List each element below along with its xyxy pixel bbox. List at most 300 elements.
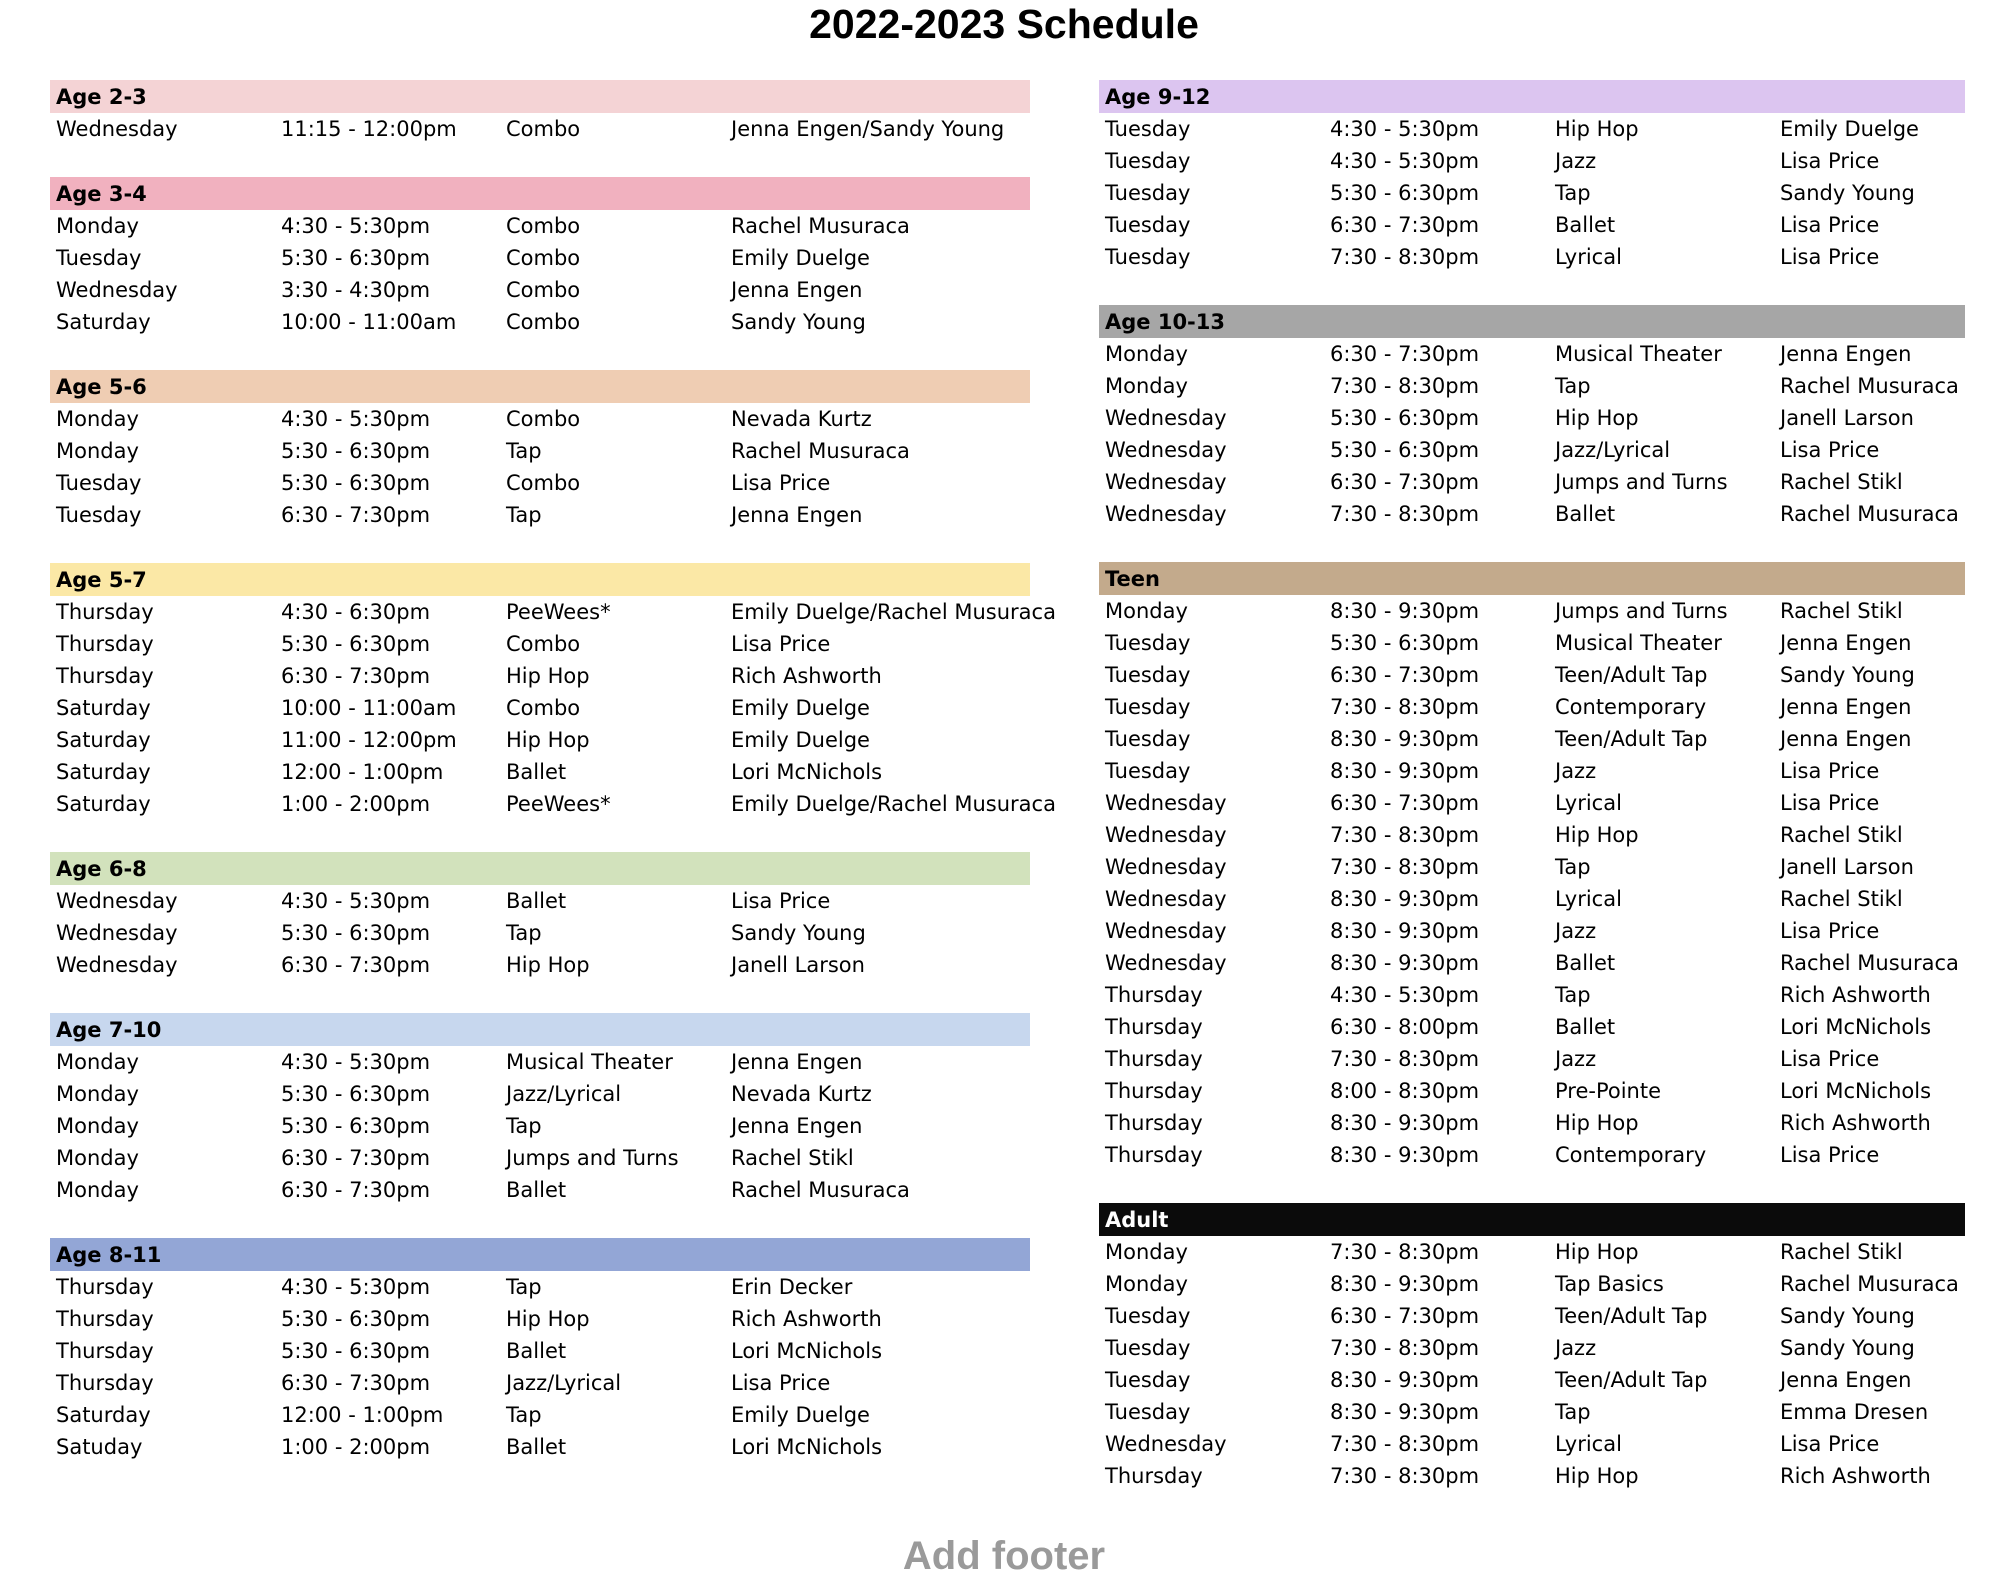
schedule-section-age-7-10 [50, 1013, 1030, 1206]
teacher-cell: Jenna Engen [1780, 342, 1912, 366]
class-cell: Combo [506, 214, 581, 238]
time-cell: 7:30 - 8:30pm [1330, 502, 1480, 526]
time-cell: 6:30 - 7:30pm [1330, 791, 1480, 815]
time-cell: 6:30 - 7:30pm [281, 1178, 431, 1202]
day-cell: Wednesday [1105, 951, 1227, 975]
time-cell: 11:15 - 12:00pm [281, 117, 457, 141]
section-header: Age 5-7 [50, 563, 1030, 596]
class-cell: Tap [506, 503, 542, 527]
teacher-cell: Rachel Stikl [731, 1146, 854, 1170]
schedule-row [50, 1367, 1030, 1399]
schedule-row [50, 1174, 1030, 1206]
schedule-row [50, 435, 1030, 467]
schedule-row [1099, 498, 1965, 530]
day-cell: Tuesday [1105, 1336, 1191, 1360]
time-cell: 8:30 - 9:30pm [1330, 1368, 1480, 1392]
class-cell: Jazz [1555, 759, 1597, 783]
time-cell: 6:30 - 7:30pm [1330, 342, 1480, 366]
schedule-row [1099, 1043, 1965, 1075]
schedule-row [50, 1046, 1030, 1078]
class-cell: Ballet [506, 1435, 567, 1459]
time-cell: 4:30 - 5:30pm [281, 1050, 431, 1074]
time-cell: 6:30 - 7:30pm [1330, 470, 1480, 494]
teacher-cell: Emily Duelge [731, 696, 870, 720]
schedule-row [1099, 787, 1965, 819]
teacher-cell: Sandy Young [1780, 181, 1915, 205]
class-cell: Combo [506, 471, 581, 495]
time-cell: 6:30 - 7:30pm [281, 1371, 431, 1395]
day-cell: Wednesday [56, 278, 178, 302]
class-cell: Ballet [1555, 1015, 1616, 1039]
teacher-cell: Rachel Stikl [1780, 887, 1903, 911]
class-cell: Jazz/Lyrical [506, 1371, 622, 1395]
day-cell: Thursday [1105, 1111, 1203, 1135]
class-cell: Jazz [1555, 919, 1597, 943]
teacher-cell: Nevada Kurtz [731, 1082, 872, 1106]
day-cell: Thursday [1105, 1015, 1203, 1039]
schedule-section-teen [1099, 562, 1965, 1171]
class-cell: Hip Hop [1555, 406, 1639, 430]
day-cell: Wednesday [1105, 919, 1227, 943]
teacher-cell: Emma Dresen [1780, 1400, 1929, 1424]
schedule-row [1099, 466, 1965, 498]
class-cell: Hip Hop [506, 1307, 590, 1331]
class-cell: Musical Theater [1555, 631, 1722, 655]
time-cell: 7:30 - 8:30pm [1330, 1432, 1480, 1456]
class-cell: Tap [1555, 181, 1591, 205]
teacher-cell: Lori McNichols [731, 1435, 883, 1459]
schedule-row [1099, 145, 1965, 177]
section-header: Age 8-11 [50, 1238, 1030, 1271]
time-cell: 8:00 - 8:30pm [1330, 1079, 1480, 1103]
class-cell: Tap [506, 439, 542, 463]
time-cell: 11:00 - 12:00pm [281, 728, 457, 752]
schedule-row [1099, 1460, 1965, 1492]
time-cell: 5:30 - 6:30pm [281, 1339, 431, 1363]
day-cell: Wednesday [56, 953, 178, 977]
class-cell: Ballet [1555, 213, 1616, 237]
class-cell: Tap [506, 1114, 542, 1138]
time-cell: 5:30 - 6:30pm [281, 471, 431, 495]
schedule-row [50, 1271, 1030, 1303]
time-cell: 8:30 - 9:30pm [1330, 1400, 1480, 1424]
teacher-cell: Sandy Young [1780, 663, 1915, 687]
teacher-cell: Rachel Musuraca [731, 214, 910, 238]
teacher-cell: Lisa Price [731, 889, 831, 913]
time-cell: 7:30 - 8:30pm [1330, 695, 1480, 719]
day-cell: Thursday [56, 1371, 154, 1395]
class-cell: Lyrical [1555, 887, 1622, 911]
teacher-cell: Emily Duelge [731, 246, 870, 270]
teacher-cell: Rachel Musuraca [1780, 951, 1959, 975]
teacher-cell: Rich Ashworth [731, 664, 882, 688]
class-cell: Combo [506, 278, 581, 302]
time-cell: 8:30 - 9:30pm [1330, 887, 1480, 911]
time-cell: 7:30 - 8:30pm [1330, 823, 1480, 847]
day-cell: Monday [56, 439, 139, 463]
class-cell: Hip Hop [1555, 1240, 1639, 1264]
schedule-section-age-3-4 [50, 177, 1030, 338]
day-cell: Monday [1105, 374, 1188, 398]
time-cell: 5:30 - 6:30pm [1330, 631, 1480, 655]
day-cell: Tuesday [1105, 245, 1191, 269]
schedule-row [1099, 691, 1965, 723]
class-cell: Musical Theater [506, 1050, 673, 1074]
day-cell: Wednesday [56, 117, 178, 141]
teacher-cell: Emily Duelge [1780, 117, 1919, 141]
teacher-cell: Jenna Engen [1780, 695, 1912, 719]
class-cell: Lyrical [1555, 791, 1622, 815]
day-cell: Satuday [56, 1435, 143, 1459]
class-cell: Combo [506, 246, 581, 270]
day-cell: Wednesday [1105, 470, 1227, 494]
teacher-cell: Lisa Price [1780, 919, 1880, 943]
schedule-row [1099, 1396, 1965, 1428]
schedule-row [1099, 627, 1965, 659]
time-cell: 6:30 - 8:00pm [1330, 1015, 1480, 1039]
day-cell: Wednesday [56, 889, 178, 913]
time-cell: 10:00 - 11:00am [281, 696, 457, 720]
class-cell: Teen/Adult Tap [1555, 1368, 1708, 1392]
schedule-row [50, 788, 1056, 820]
time-cell: 5:30 - 6:30pm [281, 1114, 431, 1138]
teacher-cell: Rachel Musuraca [1780, 502, 1959, 526]
time-cell: 6:30 - 7:30pm [281, 503, 431, 527]
day-cell: Monday [56, 1146, 139, 1170]
teacher-cell: Jenna Engen/Sandy Young [731, 117, 1005, 141]
teacher-cell: Rachel Musuraca [1780, 1272, 1959, 1296]
class-cell: Combo [506, 632, 581, 656]
class-cell: Tap [506, 1275, 542, 1299]
time-cell: 1:00 - 2:00pm [281, 792, 431, 816]
schedule-row [50, 917, 1030, 949]
day-cell: Saturday [56, 696, 151, 720]
teacher-cell: Jenna Engen [1780, 631, 1912, 655]
day-cell: Tuesday [1105, 695, 1191, 719]
class-cell: Tap [1555, 1400, 1591, 1424]
section-header: Age 5-6 [50, 370, 1030, 403]
schedule-row [50, 403, 1030, 435]
schedule-section-age-2-3 [50, 80, 1030, 145]
class-cell: PeeWees* [506, 792, 611, 816]
day-cell: Tuesday [56, 503, 142, 527]
class-cell: Hip Hop [1555, 823, 1639, 847]
teacher-cell: Rachel Stikl [1780, 470, 1903, 494]
time-cell: 12:00 - 1:00pm [281, 1403, 444, 1427]
class-cell: Tap [1555, 983, 1591, 1007]
schedule-row [50, 306, 1030, 338]
time-cell: 6:30 - 7:30pm [281, 664, 431, 688]
time-cell: 5:30 - 6:30pm [281, 439, 431, 463]
day-cell: Saturday [56, 310, 151, 334]
day-cell: Thursday [56, 1339, 154, 1363]
teacher-cell: Jenna Engen [731, 1114, 863, 1138]
day-cell: Wednesday [1105, 502, 1227, 526]
day-cell: Saturday [56, 1403, 151, 1427]
schedule-row [50, 1303, 1030, 1335]
schedule-row [50, 1335, 1030, 1367]
time-cell: 4:30 - 5:30pm [281, 1275, 431, 1299]
class-cell: Jazz [1555, 1047, 1597, 1071]
time-cell: 4:30 - 5:30pm [1330, 983, 1480, 1007]
teacher-cell: Rachel Musuraca [731, 1178, 910, 1202]
class-cell: Tap [1555, 855, 1591, 879]
day-cell: Wednesday [1105, 1432, 1227, 1456]
time-cell: 5:30 - 6:30pm [1330, 438, 1480, 462]
time-cell: 5:30 - 6:30pm [1330, 181, 1480, 205]
time-cell: 8:30 - 9:30pm [1330, 599, 1480, 623]
teacher-cell: Emily Duelge/Rachel Musuraca [731, 792, 1056, 816]
class-cell: Lyrical [1555, 1432, 1622, 1456]
day-cell: Tuesday [1105, 181, 1191, 205]
schedule-row [1099, 851, 1965, 883]
schedule-row [1099, 434, 1965, 466]
class-cell: Combo [506, 310, 581, 334]
teacher-cell: Rich Ashworth [1780, 1111, 1931, 1135]
schedule-row [1099, 177, 1965, 209]
schedule-row [50, 724, 1030, 756]
class-cell: Ballet [1555, 951, 1616, 975]
schedule-row [50, 467, 1030, 499]
schedule-row [50, 1399, 1030, 1431]
day-cell: Tuesday [1105, 663, 1191, 687]
teacher-cell: Erin Decker [731, 1275, 853, 1299]
teacher-cell: Lisa Price [1780, 1143, 1880, 1167]
schedule-row [1099, 1300, 1965, 1332]
class-cell: PeeWees* [506, 600, 611, 624]
teacher-cell: Lisa Price [1780, 1432, 1880, 1456]
day-cell: Thursday [56, 1307, 154, 1331]
schedule-row [1099, 241, 1965, 273]
teacher-cell: Lori McNichols [1780, 1015, 1932, 1039]
class-cell: Tap [1555, 374, 1591, 398]
teacher-cell: Lisa Price [1780, 213, 1880, 237]
schedule-row [1099, 595, 1965, 627]
time-cell: 6:30 - 7:30pm [1330, 213, 1480, 237]
teacher-cell: Emily Duelge [731, 728, 870, 752]
class-cell: Jazz/Lyrical [1555, 438, 1671, 462]
schedule-section-age-5-7 [50, 563, 1056, 820]
teacher-cell: Jenna Engen [1780, 1368, 1912, 1392]
teacher-cell: Lisa Price [1780, 149, 1880, 173]
time-cell: 6:30 - 7:30pm [1330, 663, 1480, 687]
schedule-row [1099, 947, 1965, 979]
time-cell: 8:30 - 9:30pm [1330, 759, 1480, 783]
right-schedule-column [1099, 80, 1965, 1524]
time-cell: 12:00 - 1:00pm [281, 760, 444, 784]
day-cell: Thursday [1105, 1464, 1203, 1488]
day-cell: Thursday [56, 1275, 154, 1299]
schedule-row [1099, 723, 1965, 755]
time-cell: 8:30 - 9:30pm [1330, 951, 1480, 975]
schedule-section-age-9-12 [1099, 80, 1965, 273]
teacher-cell: Lisa Price [731, 471, 831, 495]
teacher-cell: Lisa Price [1780, 1047, 1880, 1071]
schedule-section-age-6-8 [50, 852, 1030, 981]
class-cell: Combo [506, 117, 581, 141]
class-cell: Hip Hop [506, 728, 590, 752]
teacher-cell: Rachel Musuraca [731, 439, 910, 463]
day-cell: Tuesday [56, 246, 142, 270]
teacher-cell: Jenna Engen [731, 1050, 863, 1074]
schedule-row [50, 949, 1030, 981]
day-cell: Monday [1105, 1272, 1188, 1296]
schedule-section-age-5-6 [50, 370, 1030, 531]
time-cell: 4:30 - 6:30pm [281, 600, 431, 624]
time-cell: 4:30 - 5:30pm [281, 214, 431, 238]
class-cell: Jazz/Lyrical [506, 1082, 622, 1106]
class-cell: Teen/Adult Tap [1555, 663, 1708, 687]
teacher-cell: Lisa Price [1780, 245, 1880, 269]
schedule-row [50, 274, 1030, 306]
schedule-row [50, 242, 1030, 274]
schedule-row [1099, 1428, 1965, 1460]
day-cell: Tuesday [1105, 1304, 1191, 1328]
teacher-cell: Jenna Engen [731, 278, 863, 302]
teacher-cell: Lisa Price [1780, 438, 1880, 462]
class-cell: Ballet [506, 1339, 567, 1363]
time-cell: 3:30 - 4:30pm [281, 278, 431, 302]
schedule-row [50, 596, 1056, 628]
teacher-cell: Sandy Young [1780, 1304, 1915, 1328]
class-cell: Tap [506, 921, 542, 945]
schedule-row [1099, 659, 1965, 691]
day-cell: Tuesday [1105, 149, 1191, 173]
day-cell: Thursday [1105, 1143, 1203, 1167]
class-cell: Jumps and Turns [1555, 599, 1728, 623]
day-cell: Wednesday [1105, 823, 1227, 847]
teacher-cell: Jenna Engen [731, 503, 863, 527]
time-cell: 6:30 - 7:30pm [281, 953, 431, 977]
class-cell: Ballet [506, 1178, 567, 1202]
day-cell: Saturday [56, 728, 151, 752]
class-cell: Teen/Adult Tap [1555, 1304, 1708, 1328]
schedule-row [1099, 755, 1965, 787]
day-cell: Tuesday [1105, 213, 1191, 237]
time-cell: 8:30 - 9:30pm [1330, 1272, 1480, 1296]
section-header: Age 3-4 [50, 177, 1030, 210]
time-cell: 5:30 - 6:30pm [281, 1307, 431, 1331]
time-cell: 7:30 - 8:30pm [1330, 245, 1480, 269]
day-cell: Tuesday [1105, 759, 1191, 783]
class-cell: Combo [506, 696, 581, 720]
day-cell: Tuesday [1105, 1368, 1191, 1392]
day-cell: Thursday [1105, 1047, 1203, 1071]
page-title: 2022-2023 Schedule [809, 1, 1199, 47]
schedule-row [50, 1110, 1030, 1142]
day-cell: Monday [56, 214, 139, 238]
schedule-row [50, 499, 1030, 531]
time-cell: 1:00 - 2:00pm [281, 1435, 431, 1459]
day-cell: Wednesday [1105, 791, 1227, 815]
schedule-row [1099, 209, 1965, 241]
teacher-cell: Rich Ashworth [731, 1307, 882, 1331]
section-header: Age 7-10 [50, 1013, 1030, 1046]
teacher-cell: Sandy Young [731, 310, 866, 334]
day-cell: Tuesday [1105, 117, 1191, 141]
class-cell: Teen/Adult Tap [1555, 727, 1708, 751]
class-cell: Hip Hop [1555, 1464, 1639, 1488]
teacher-cell: Rachel Stikl [1780, 823, 1903, 847]
teacher-cell: Janell Larson [1780, 855, 1914, 879]
schedule-row [50, 1431, 1030, 1463]
schedule-row [1099, 915, 1965, 947]
day-cell: Wednesday [56, 921, 178, 945]
teacher-cell: Lori McNichols [731, 1339, 883, 1363]
teacher-cell: Lori McNichols [1780, 1079, 1932, 1103]
teacher-cell: Rich Ashworth [1780, 1464, 1931, 1488]
class-cell: Hip Hop [1555, 117, 1639, 141]
day-cell: Wednesday [1105, 887, 1227, 911]
day-cell: Tuesday [1105, 727, 1191, 751]
teacher-cell: Lori McNichols [731, 760, 883, 784]
time-cell: 7:30 - 8:30pm [1330, 1047, 1480, 1071]
schedule-section-adult [1099, 1203, 1965, 1492]
class-cell: Ballet [1555, 502, 1616, 526]
schedule-section-age-10-13 [1099, 305, 1965, 530]
class-cell: Tap Basics [1555, 1272, 1664, 1296]
time-cell: 5:30 - 6:30pm [1330, 406, 1480, 430]
schedule-row [1099, 113, 1965, 145]
schedule-row [50, 756, 1030, 788]
teacher-cell: Emily Duelge [731, 1403, 870, 1427]
add-footer-placeholder[interactable]: Add footer [902, 1534, 1106, 1578]
time-cell: 7:30 - 8:30pm [1330, 1336, 1480, 1360]
day-cell: Thursday [56, 632, 154, 656]
time-cell: 5:30 - 6:30pm [281, 921, 431, 945]
class-cell: Ballet [506, 889, 567, 913]
time-cell: 5:30 - 6:30pm [281, 1082, 431, 1106]
class-cell: Hip Hop [506, 664, 590, 688]
schedule-section-age-8-11 [50, 1238, 1030, 1463]
time-cell: 8:30 - 9:30pm [1330, 1111, 1480, 1135]
schedule-row [1099, 1075, 1965, 1107]
time-cell: 7:30 - 8:30pm [1330, 1464, 1480, 1488]
day-cell: Thursday [1105, 1079, 1203, 1103]
teacher-cell: Sandy Young [731, 921, 866, 945]
time-cell: 6:30 - 7:30pm [281, 1146, 431, 1170]
day-cell: Monday [56, 1178, 139, 1202]
teacher-cell: Rachel Stikl [1780, 599, 1903, 623]
day-cell: Wednesday [1105, 855, 1227, 879]
class-cell: Jumps and Turns [506, 1146, 679, 1170]
time-cell: 4:30 - 5:30pm [1330, 117, 1480, 141]
day-cell: Wednesday [1105, 438, 1227, 462]
teacher-cell: Lisa Price [1780, 759, 1880, 783]
schedule-row [1099, 883, 1965, 915]
time-cell: 7:30 - 8:30pm [1330, 374, 1480, 398]
day-cell: Monday [1105, 1240, 1188, 1264]
schedule-row [1099, 1236, 1965, 1268]
teacher-cell: Janell Larson [731, 953, 865, 977]
section-header: Age 6-8 [50, 852, 1030, 885]
time-cell: 7:30 - 8:30pm [1330, 855, 1480, 879]
time-cell: 8:30 - 9:30pm [1330, 727, 1480, 751]
section-header: Age 9-12 [1099, 80, 1965, 113]
class-cell: Jazz [1555, 149, 1597, 173]
schedule-row [50, 210, 1030, 242]
left-schedule-column [50, 80, 1056, 1495]
time-cell: 8:30 - 9:30pm [1330, 919, 1480, 943]
day-cell: Tuesday [1105, 1400, 1191, 1424]
teacher-cell: Jenna Engen [1780, 727, 1912, 751]
class-cell: Musical Theater [1555, 342, 1722, 366]
time-cell: 4:30 - 5:30pm [1330, 149, 1480, 173]
schedule-row [50, 113, 1030, 145]
day-cell: Monday [1105, 599, 1188, 623]
class-cell: Pre-Pointe [1555, 1079, 1662, 1103]
section-header: Adult [1099, 1203, 1965, 1236]
